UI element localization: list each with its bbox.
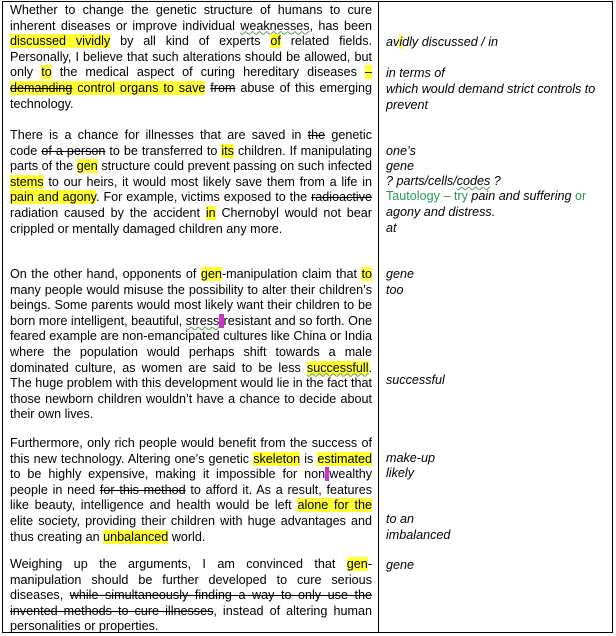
paragraph-4: Furthermore, only rich people would benefit from the success of this new technology. Altering one’s genetic skeleton is estimated to be highly expensive, making it impossible for non-wealthy people in need for this method to afford it. As a result, features like beauty, intelligence and health would be left alone for the elite society, providing their children with huge advantages and thus creating an unbalanced world. xyxy=(10,436,373,544)
note-imbalanced: imbalanced xyxy=(386,528,451,542)
note-gene-3: gene xyxy=(386,558,415,572)
paragraph-3: On the other hand, opponents of gen-manipulation claim that to many people would misuse the possibility to alter their children’s beings. Some parents would most likely want their children to be born more intelligent, beautiful, stress-resistant and so forth. One feared example are non-emancipated cultures like China or India where the population would perhaps shift towards a male dominated culture, as women are said to be less successfull. The huge problem with this development would lie in the fact that those newborn children wouldn’t have a chance to decide about their own lives. xyxy=(10,267,372,422)
note-which-would: which would demand strict controls to prevent xyxy=(386,82,596,112)
note-avidly: avidly discussed / in xyxy=(386,35,499,49)
column-divider xyxy=(378,1,379,633)
note-make-up: make-up xyxy=(386,451,435,465)
paragraph-1: Whether to change the genetic structure of humans to cure inherent diseases or improve individual weaknesses, has been discussed vividly by all kind of experts of related fields. Personally, I believe that such alterations should be allowed, but only to the medical aspect of curing hereditary diseases – demanding control organs to save from abuse of this emerging technology. xyxy=(10,3,373,111)
note-tautology: Tautology – try pain and suffering or agony and distress. xyxy=(386,189,587,219)
note-at: at xyxy=(386,221,397,235)
margin-mark: - xyxy=(325,467,330,482)
margin-mark: - xyxy=(219,313,224,328)
note-to-an: to an xyxy=(386,512,415,526)
note-parts: ? parts/cells/codes ? xyxy=(386,174,501,188)
paragraph-2: There is a chance for illnesses that are saved in the genetic code of a person to be transferred to its children. If manipulating parts of the gen structure could prevent passing on such infected stems to our heirs, it would most likely save them from a life in pain and agony. For example, victims exposed to the radioactive radiation caused by the accident in Chernobyl would not bear crippled or mentally damaged children any more. xyxy=(10,128,373,236)
note-successful: successful xyxy=(386,373,445,387)
note-gene-2: gene xyxy=(386,267,415,281)
note-in-terms: in terms of xyxy=(386,66,445,80)
note-ones: one’s xyxy=(386,144,416,158)
note-likely: likely xyxy=(386,466,414,480)
note-gene-1: gene xyxy=(386,159,415,173)
paragraph-5: Weighing up the arguments, I am convinced that gen-manipulation should be further developed to cure serious diseases, while simultaneously finding a way to only use the invented methods to cure illnesses, instead of altering human personalities or properties. xyxy=(10,557,373,634)
note-too: too xyxy=(386,283,404,297)
